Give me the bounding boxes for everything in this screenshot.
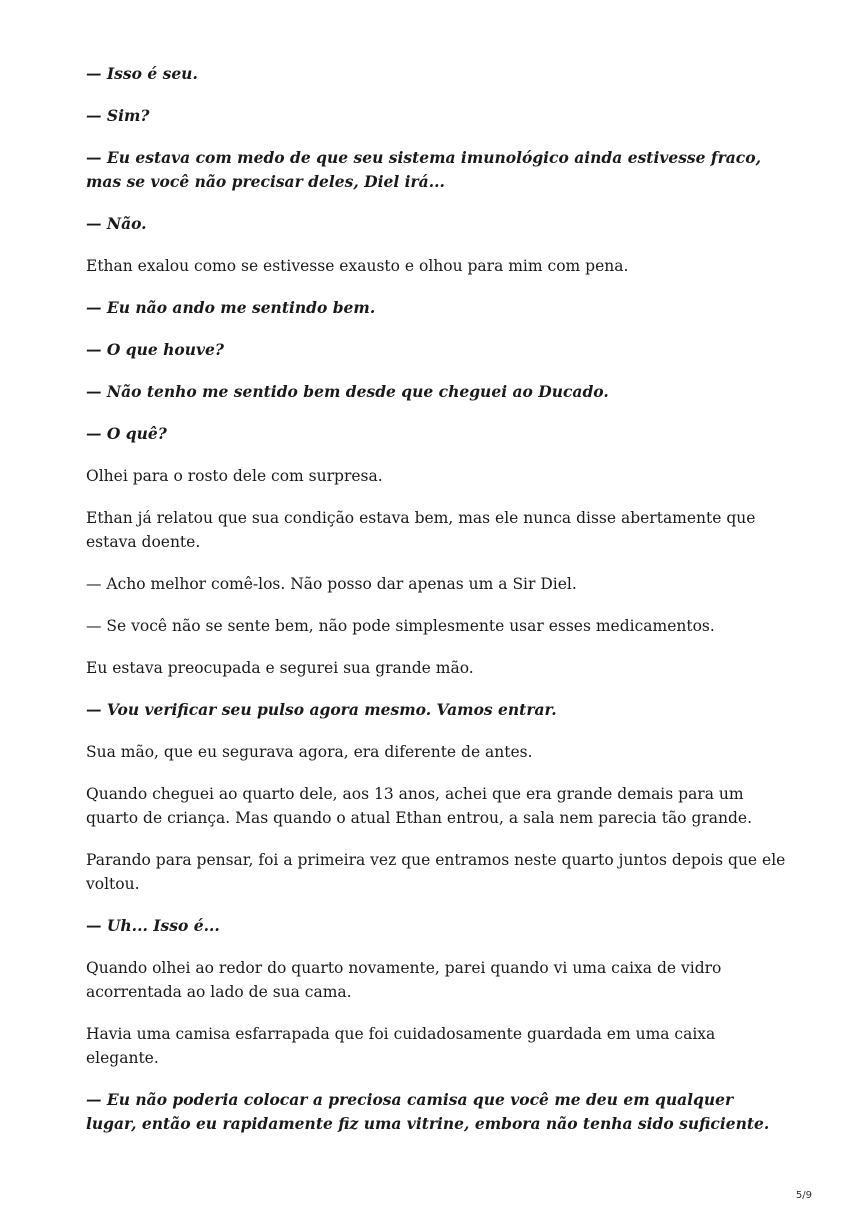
paragraph-narration: Olhei para o rosto dele com surpresa. [86,467,383,485]
paragraph-narration: Ethan já relatou que sua condição estava bem, mas ele nunca disse abertamente que estava doente. [86,509,756,551]
paragraph-narration: — Acho melhor comê-los. Não posso dar apenas um a Sir Diel. [86,575,577,593]
paragraph-narration: Sua mão, que eu segurava agora, era diferente de antes. [86,743,533,761]
paragraph-dialogue: — Eu estava com medo de que seu sistema imunológico ainda estivesse fraco, mas se você não precisar deles, Diel irá... [86,148,761,191]
paragraph-dialogue: — Não. [86,214,147,233]
paragraph-dialogue: — Sim? [86,106,150,125]
paragraph-narration: Ethan exalou como se estivesse exausto e olhou para mim com pena. [86,257,629,275]
page-number: 5/9 [795,1190,812,1201]
paragraph-narration: Eu estava preocupada e segurei sua grande mão. [86,659,474,677]
paragraph-dialogue: — Eu não ando me sentindo bem. [86,298,376,317]
paragraph-narration: — Se você não se sente bem, não pode simplesmente usar esses medicamentos. [86,617,715,635]
paragraph-narration: Quando cheguei ao quarto dele, aos 13 anos, achei que era grande demais para um quarto de criança. Mas quando o atual Ethan entrou, a sala nem parecia tão grande. [86,785,753,827]
paragraph-narration: Havia uma camisa esfarrapada que foi cuidadosamente guardada em uma caixa elegante. [86,1025,716,1067]
paragraph-dialogue: — Uh... Isso é... [86,916,220,935]
document-page [86,62,786,1136]
paragraph-dialogue: — O quê? [86,424,167,443]
paragraph-dialogue: — Eu não poderia colocar a preciosa camisa que você me deu em qualquer lugar, então eu rapidamente fiz uma vitrine, embora não tenha sido suficiente. [86,1090,770,1133]
paragraph-narration: Quando olhei ao redor do quarto novamente, parei quando vi uma caixa de vidro acorrentada ao lado de sua cama. [86,959,722,1001]
paragraph-dialogue: — Vou verificar seu pulso agora mesmo. Vamos entrar. [86,700,557,719]
paragraph-dialogue: — Isso é seu. [86,64,198,83]
paragraph-narration: Parando para pensar, foi a primeira vez que entramos neste quarto juntos depois que ele voltou. [86,851,786,893]
paragraph-dialogue: — Não tenho me sentido bem desde que cheguei ao Ducado. [86,382,609,401]
paragraph-dialogue: — O que houve? [86,340,224,359]
